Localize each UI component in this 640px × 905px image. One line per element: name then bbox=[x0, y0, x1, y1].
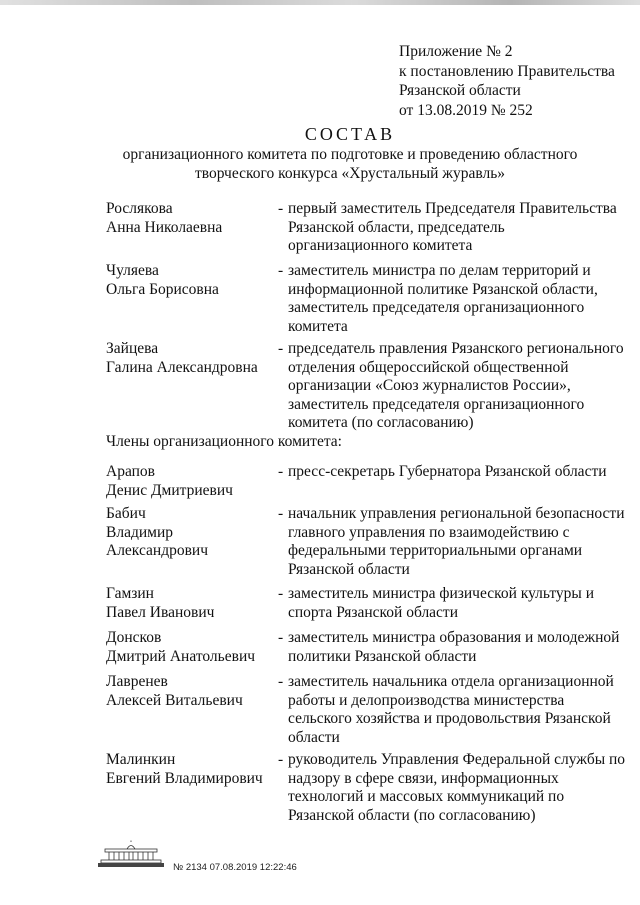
member-surname: Малинкин bbox=[106, 751, 176, 768]
member-given-names: Алексей Витальевич bbox=[106, 691, 243, 709]
member-given-names: Александрович bbox=[106, 542, 208, 559]
member-role-text: руководитель Управления Федеральной службы по надзору в сфере связи, информационных технологий и массовых коммуникаций по Рязанской области (по согласованию) bbox=[288, 751, 626, 824]
member-role bbox=[278, 200, 626, 256]
dash-separator: - bbox=[278, 751, 284, 768]
appendix-line: от 13.08.2019 № 252 bbox=[399, 101, 533, 119]
member-role-text: заместитель министра по делам территорий и информационной политике Рязанской области, заместитель председателя организационного комитета bbox=[288, 262, 598, 335]
member-surname: Зайцева bbox=[106, 340, 159, 357]
member-role bbox=[278, 629, 626, 666]
member-name bbox=[106, 505, 276, 561]
dash-separator: - bbox=[278, 262, 284, 279]
dash-separator: - bbox=[278, 673, 284, 690]
subtitle-line: организационного комитета по подготовке и проведению областного bbox=[122, 146, 578, 163]
member-name bbox=[106, 463, 276, 500]
dash-separator: - bbox=[278, 505, 284, 522]
member-given-names: Владимир bbox=[106, 523, 173, 541]
member-surname: Лавренев bbox=[106, 673, 168, 690]
dash-separator: - bbox=[278, 200, 284, 217]
appendix-line: Приложение № 2 bbox=[399, 43, 513, 60]
member-role bbox=[278, 340, 626, 433]
member-role bbox=[278, 673, 626, 747]
member-surname: Рослякова bbox=[106, 200, 173, 217]
member-name bbox=[106, 585, 276, 622]
member-given-names: Денис Дмитриевич bbox=[106, 481, 233, 499]
member-role-text: пресс-секретарь Губернатора Рязанской области bbox=[288, 463, 607, 480]
appendix-line: Рязанской области bbox=[399, 82, 521, 99]
member-name bbox=[106, 262, 276, 299]
member-given-names: Дмитрий Анатольевич bbox=[106, 647, 256, 665]
member-surname: Донсков bbox=[106, 629, 162, 646]
scan-edge-artifact bbox=[0, 0, 640, 5]
member-given-names: Павел Иванович bbox=[106, 603, 215, 621]
member-role-text: первый заместитель Председателя Правительства Рязанской области, председатель организационного комитета bbox=[288, 200, 617, 254]
member-role-text: начальник управления региональной безопасности главного управления по взаимодействию с федеральными территориальными органами Рязанской области bbox=[288, 505, 625, 578]
government-building-logo-icon bbox=[97, 840, 165, 870]
member-role-text: заместитель начальника отдела организационной работы и делопроизводства министерства сельского хозяйства и продовольствия Рязанской области bbox=[288, 673, 614, 746]
member-role-text: председатель правления Рязанского регионального отделения общероссийской общественной организации «Союз журналистов России», заместитель председателя организационного комитета (по согласованию) bbox=[288, 340, 624, 431]
member-role bbox=[278, 262, 626, 336]
dash-separator: - bbox=[278, 629, 284, 646]
members-heading: Члены организационного комитета: bbox=[106, 433, 342, 450]
appendix-line: к постановлению Правительства bbox=[399, 62, 615, 80]
subtitle-line: творческого конкурса «Хрустальный журавль» bbox=[194, 165, 506, 182]
member-role-text: заместитель министра физической культуры и спорта Рязанской области bbox=[288, 585, 595, 621]
member-given-names: Ольга Борисовна bbox=[106, 280, 219, 298]
member-surname: Гамзин bbox=[106, 585, 154, 602]
member-name bbox=[106, 340, 276, 377]
member-role-text: заместитель министра образования и молодежной политики Рязанской области bbox=[288, 629, 620, 665]
registration-number: № 2134 07.08.2019 12:22:46 bbox=[173, 862, 297, 873]
member-name bbox=[106, 629, 276, 666]
member-role bbox=[278, 463, 626, 482]
member-role bbox=[278, 751, 626, 825]
dash-separator: - bbox=[278, 463, 284, 480]
dash-separator: - bbox=[278, 585, 284, 602]
member-role bbox=[278, 505, 626, 579]
document-title: СОСТАВ bbox=[304, 124, 396, 144]
document-subtitle bbox=[0, 145, 640, 183]
member-role bbox=[278, 585, 626, 622]
member-surname: Бабич bbox=[106, 505, 146, 522]
appendix-header bbox=[399, 42, 615, 120]
member-given-names: Евгений Владимирович bbox=[106, 769, 263, 787]
member-given-names: Анна Николаевна bbox=[106, 218, 223, 236]
member-name bbox=[106, 673, 276, 710]
member-name bbox=[106, 751, 276, 788]
dash-separator: - bbox=[278, 340, 284, 357]
member-name bbox=[106, 200, 276, 237]
member-surname: Арапов bbox=[106, 463, 155, 480]
member-given-names: Галина Александровна bbox=[106, 358, 258, 376]
member-surname: Чуляева bbox=[106, 262, 159, 279]
